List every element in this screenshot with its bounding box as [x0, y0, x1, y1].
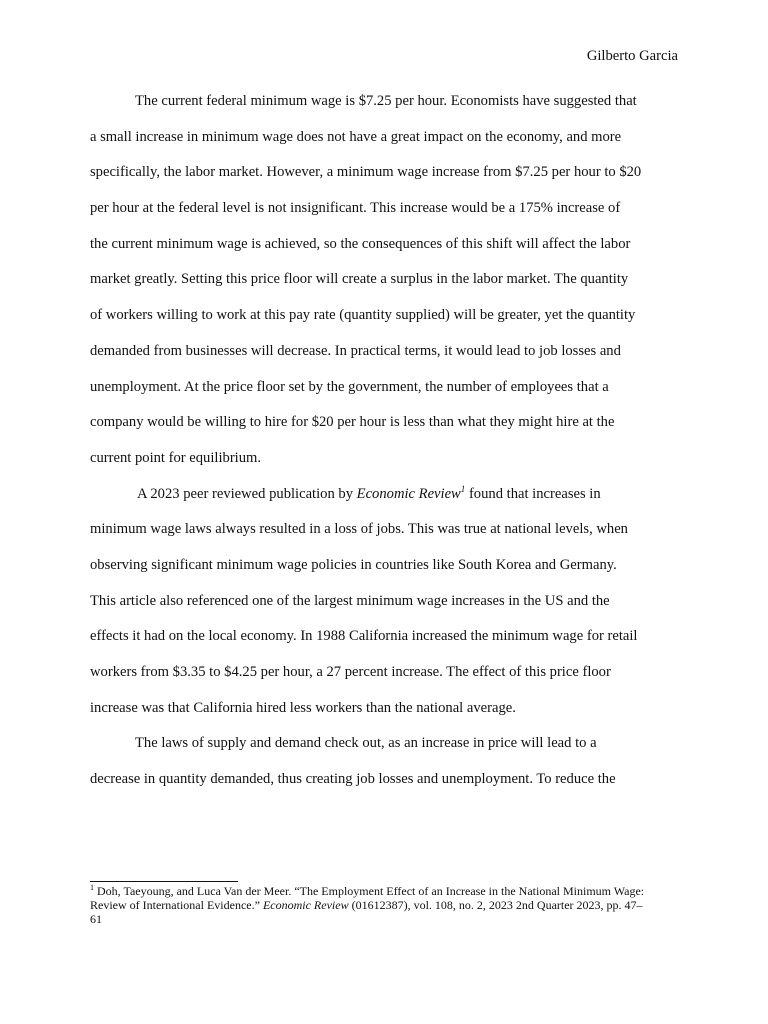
header-author-name: Gilberto Garcia: [586, 48, 678, 64]
text-line: market greatly. Setting this price floor will create a surplus in the labor market. The quantity: [90, 271, 629, 288]
footnote-text: Doh, Taeyoung, and Luca Van der Meer. “The Employment Effect of an Increase in the National Minimum Wage:: [94, 884, 645, 898]
text-line: a small increase in minimum wage does not have a great impact on the economy, and more: [90, 128, 622, 145]
paragraph-2: [90, 477, 680, 727]
text-line: current point for equilibrium.: [90, 449, 262, 466]
paragraph-1: [90, 84, 680, 477]
paragraph-3: [90, 726, 680, 797]
footnote-marker: 1: [90, 883, 94, 892]
text-line: This article also referenced one of the largest minimum wage increases in the US and the: [90, 592, 610, 609]
text-line: workers from $3.35 to $4.25 per hour, a 27 percent increase. The effect of this price floor: [90, 664, 611, 680]
footnote-text: Review of International Evidence.”: [90, 898, 263, 912]
text-line: of workers willing to work at this pay rate (quantity supplied) will be greater, yet the quantity: [90, 307, 636, 324]
footnote: [90, 884, 680, 926]
text-line: unemployment. At the price floor set by the government, the number of employees that a: [90, 378, 609, 395]
text-line: per hour at the federal level is not insignificant. This increase would be a 175% increase of: [90, 200, 621, 217]
footnote-line: [90, 884, 680, 898]
footnote-reference[interactable]: 1: [460, 483, 466, 494]
footnote-text: (01612387), vol. 108, no. 2, 2023 2nd Quarter 2023, pp. 47–: [348, 898, 643, 912]
text-line: specifically, the labor market. However, a minimum wage increase from $7.25 per hour to $20: [90, 164, 642, 181]
text-line: the current minimum wage is achieved, so the consequences of this shift will affect the labor: [90, 235, 631, 252]
text-line: company would be willing to hire for $20 per hour is less than what they might hire at the: [90, 414, 615, 431]
text-segment: found that increases in: [465, 485, 601, 502]
text-segment: A 2023 peer reviewed publication by: [137, 485, 357, 502]
text-line: increase was that California hired less workers than the national average.: [90, 699, 516, 716]
text-line: minimum wage laws always resulted in a loss of jobs. This was true at national levels, when: [90, 521, 628, 538]
footnote-line: 61: [90, 912, 102, 926]
text-line: The laws of supply and demand check out, as an increase in price will lead to a: [135, 735, 597, 752]
text-line: [90, 477, 680, 513]
text-line: The current federal minimum wage is $7.25 per hour. Economists have suggested that: [135, 93, 637, 109]
text-line: demanded from businesses will decrease. In practical terms, it would lead to job losses and: [90, 342, 621, 359]
text-line: effects it had on the local economy. In 1988 California increased the minimum wage for retail: [90, 628, 638, 645]
body-text: [90, 84, 680, 798]
text-line: decrease in quantity demanded, thus creating job losses and unemployment. To reduce the: [90, 771, 616, 788]
footnote-separator: [90, 881, 238, 882]
journal-title: Economic Review: [356, 485, 461, 502]
footnote-line: [90, 898, 680, 912]
footnote-journal-title: Economic Review: [262, 898, 349, 912]
text-line: observing significant minimum wage policies in countries like South Korea and Germany.: [90, 556, 617, 573]
